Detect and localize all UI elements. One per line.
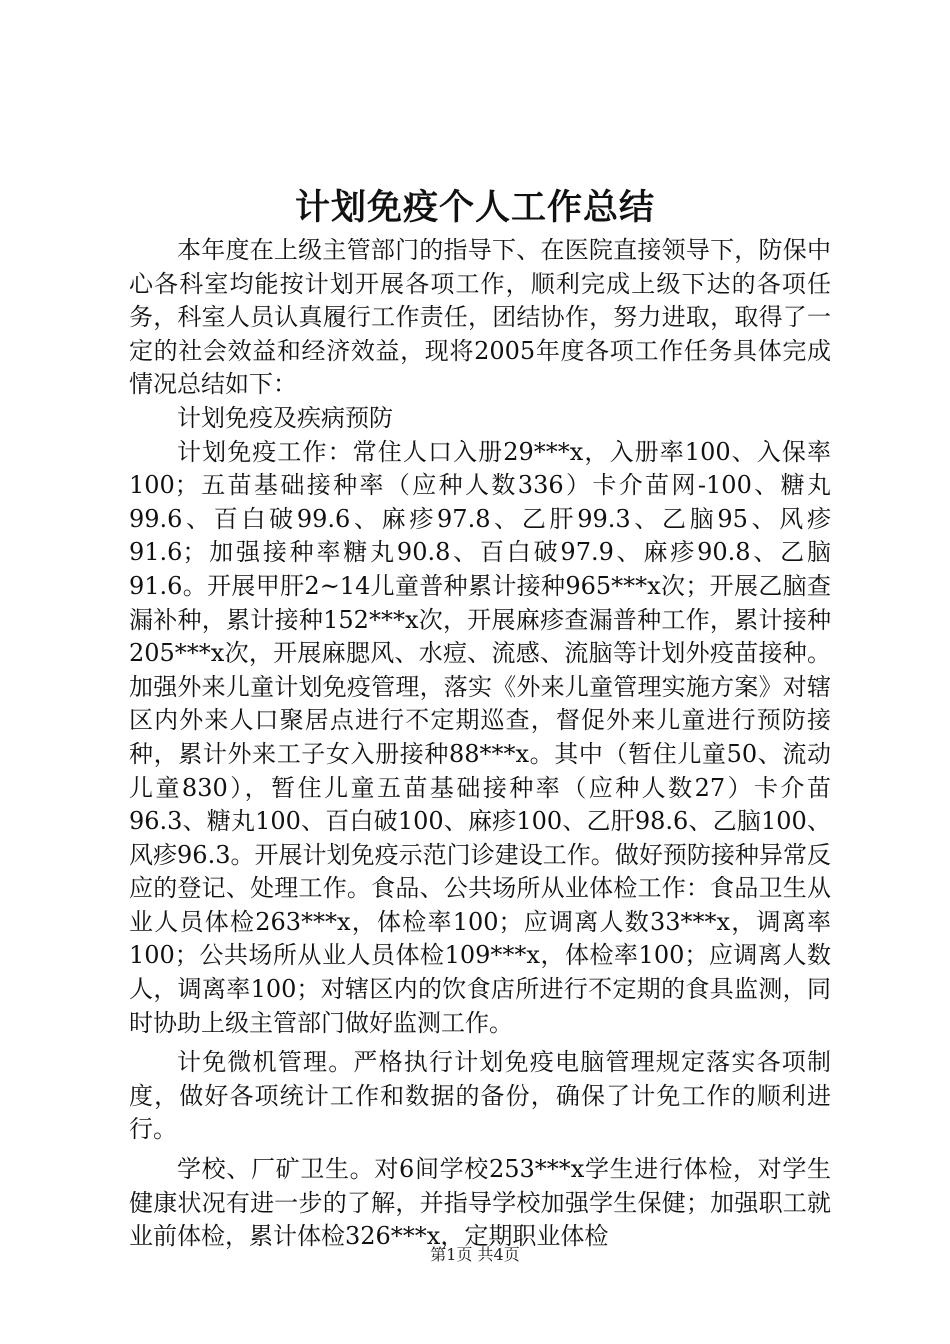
page-number: 第1页 共4页: [430, 1245, 520, 1264]
paragraph-school-factory-health: 学校、厂矿卫生。对6间学校253***x学生进行体检，对学生健康状况有进一步的了解，并指导学校加强学生保健；加强职工就业前体检，累计体检326***x，定期职业体检: [129, 1155, 831, 1251]
section-heading: 计划免疫及疾病预防: [177, 403, 393, 432]
paragraph-intro: 本年度在上级主管部门的指导下、在医院直接领导下，防保中心各科室均能按计划开展各项工作，顺利完成上级下达的各项任务，科室人员认真履行工作责任，团结协作，努力进取，取得了一定的社会效益和经济效益，现将2005年度各项工作任务具体完成情况总结如下：: [129, 236, 831, 399]
page-title: 计划免疫个人工作总结: [294, 187, 655, 228]
paragraph-computer-management: 计免微机管理。严格执行计划免疫电脑管理规定落实各项制度，做好各项统计工作和数据的备份，确保了计免工作的顺利进行。: [129, 1048, 831, 1144]
paragraph-immunization: 计划免疫工作：常住人口入册29***x，入册率100、入保率100；五苗基础接种率（应种人数336）卡介苗网-100、糖丸99.6、百白破99.6、麻疹97.8、乙肝99.3、乙脑95、风疹91.6；加强接种率糖丸90.8、百白破97.9、麻疹90.8、乙脑91.6。开展甲肝2~14儿童普种累计接种965***x次；开展乙脑查漏补种，累计接种152***x次，开展麻疹查漏普种工作，累计接种205***x次，开展麻腮风、水痘、流感、流脑等计划外疫苗接种。加强外来儿童计划免疫管理，落实《外来儿童管理实施方案》对辖区内外来人口聚居点进行不定期巡查，督促外来儿童进行预防接种，累计外来工子女入册接种88***x。其中（暂住儿童50、流动儿童830），暂住儿童五苗基础接种率（应种人数27）卡介苗96.3、糖丸100、百白破100、麻疹100、乙肝98.6、乙脑100、风疹96.3。开展计划免疫示范门诊建设工作。做好预防接种异常反应的登记、处理工作。食品、公共场所从业体检工作：食品卫生从业人员体检263***x，体检率100；应调离人数33***x，调离率100；公共场所从业人员体检109***x，体检率100；应调离人数人，调离率100；对辖区内的饮食店所进行不定期的食具监测，同时协助上级主管部门做好监测工作。: [129, 437, 831, 1037]
document-body: [129, 234, 831, 1254]
